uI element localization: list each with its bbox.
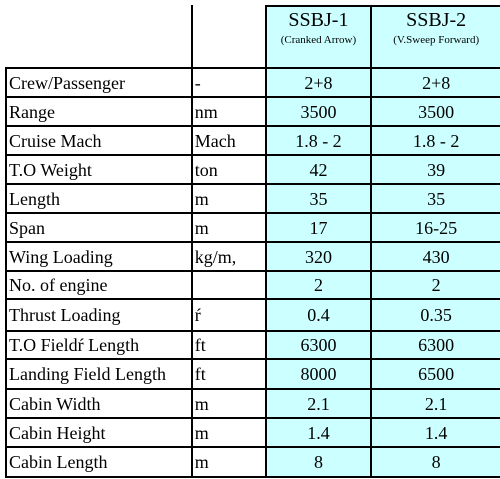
row-label: No. of engine bbox=[6, 271, 192, 299]
row-value-ssbj-2: 1.8 - 2 bbox=[371, 126, 500, 155]
row-label: Crew/Passenger bbox=[6, 68, 192, 97]
row-unit: kg/m, bbox=[192, 242, 266, 271]
row-label: Range bbox=[6, 97, 192, 126]
row-value-ssbj-1: 35 bbox=[266, 184, 372, 213]
row-unit: ft bbox=[192, 331, 266, 359]
row-value-ssbj-2: 39 bbox=[371, 155, 500, 184]
model-header-ssbj-2 bbox=[371, 6, 500, 68]
header-blank-cell bbox=[192, 6, 266, 68]
row-unit: m bbox=[192, 213, 266, 242]
row-value-ssbj-1: 1.4 bbox=[266, 418, 372, 447]
row-unit: m bbox=[192, 389, 266, 418]
table-row bbox=[6, 155, 500, 184]
row-value-ssbj-2: 3500 bbox=[371, 97, 500, 126]
row-value-ssbj-1: 2+8 bbox=[266, 68, 372, 97]
row-label: Span bbox=[6, 213, 192, 242]
table-row bbox=[6, 97, 500, 126]
row-label: Cruise Mach bbox=[6, 126, 192, 155]
row-unit: m bbox=[192, 418, 266, 447]
row-value-ssbj-2: 35 bbox=[371, 184, 500, 213]
row-value-ssbj-2: 0.35 bbox=[371, 299, 500, 331]
row-label: Cabin Width bbox=[6, 389, 192, 418]
model-subtitle: (Cranked Arrow) bbox=[280, 34, 357, 46]
table-row bbox=[6, 299, 500, 331]
row-value-ssbj-1: 17 bbox=[266, 213, 372, 242]
table-row bbox=[6, 389, 500, 418]
table-row bbox=[6, 271, 500, 299]
row-unit: m bbox=[192, 184, 266, 213]
model-name: SSBJ-1 bbox=[288, 9, 349, 31]
row-value-ssbj-2: 2+8 bbox=[371, 68, 500, 97]
row-value-ssbj-1: 8000 bbox=[266, 359, 372, 389]
row-value-ssbj-2: 1.4 bbox=[371, 418, 500, 447]
row-value-ssbj-2: 6300 bbox=[371, 331, 500, 359]
row-value-ssbj-1: 2.1 bbox=[266, 389, 372, 418]
table-row bbox=[6, 359, 500, 389]
row-value-ssbj-1: 320 bbox=[266, 242, 372, 271]
row-value-ssbj-2: 2 bbox=[371, 271, 500, 299]
header-blank-cell bbox=[6, 6, 192, 68]
row-label: Cabin Length bbox=[6, 447, 192, 477]
row-label: Thrust Loading bbox=[6, 299, 192, 331]
model-name: SSBJ-2 bbox=[406, 9, 467, 31]
row-value-ssbj-2: 430 bbox=[371, 242, 500, 271]
row-unit: nm bbox=[192, 97, 266, 126]
table-row bbox=[6, 418, 500, 447]
row-unit: m bbox=[192, 447, 266, 477]
table-row bbox=[6, 68, 500, 97]
row-unit: ŕ bbox=[192, 299, 266, 331]
table-row bbox=[6, 242, 500, 271]
row-value-ssbj-1: 1.8 - 2 bbox=[266, 126, 372, 155]
row-unit: - bbox=[192, 68, 266, 97]
row-value-ssbj-1: 6300 bbox=[266, 331, 372, 359]
row-value-ssbj-2: 8 bbox=[371, 447, 500, 477]
model-subtitle: (V.Sweep Forward) bbox=[393, 34, 480, 46]
table-row bbox=[6, 213, 500, 242]
row-value-ssbj-1: 0.4 bbox=[266, 299, 372, 331]
table-row bbox=[6, 126, 500, 155]
row-value-ssbj-2: 2.1 bbox=[371, 389, 500, 418]
table-row bbox=[6, 331, 500, 359]
row-value-ssbj-1: 3500 bbox=[266, 97, 372, 126]
row-unit: ton bbox=[192, 155, 266, 184]
row-label: Landing Field Length bbox=[6, 359, 192, 389]
model-header-ssbj-1 bbox=[266, 6, 372, 68]
row-value-ssbj-2: 16-25 bbox=[371, 213, 500, 242]
row-unit bbox=[192, 271, 266, 299]
table-row bbox=[6, 184, 500, 213]
row-label: Wing Loading bbox=[6, 242, 192, 271]
row-label: Length bbox=[6, 184, 192, 213]
row-unit: ft bbox=[192, 359, 266, 389]
row-value-ssbj-1: 42 bbox=[266, 155, 372, 184]
header-row bbox=[6, 6, 500, 68]
table-row bbox=[6, 447, 500, 477]
row-value-ssbj-1: 2 bbox=[266, 271, 372, 299]
row-value-ssbj-1: 8 bbox=[266, 447, 372, 477]
row-label: Cabin Height bbox=[6, 418, 192, 447]
row-unit: Mach bbox=[192, 126, 266, 155]
row-label: T.O Weight bbox=[6, 155, 192, 184]
row-value-ssbj-2: 6500 bbox=[371, 359, 500, 389]
row-label: T.O Fieldŕ Length bbox=[6, 331, 192, 359]
spec-table bbox=[5, 5, 500, 478]
spec-table-body bbox=[6, 6, 500, 477]
